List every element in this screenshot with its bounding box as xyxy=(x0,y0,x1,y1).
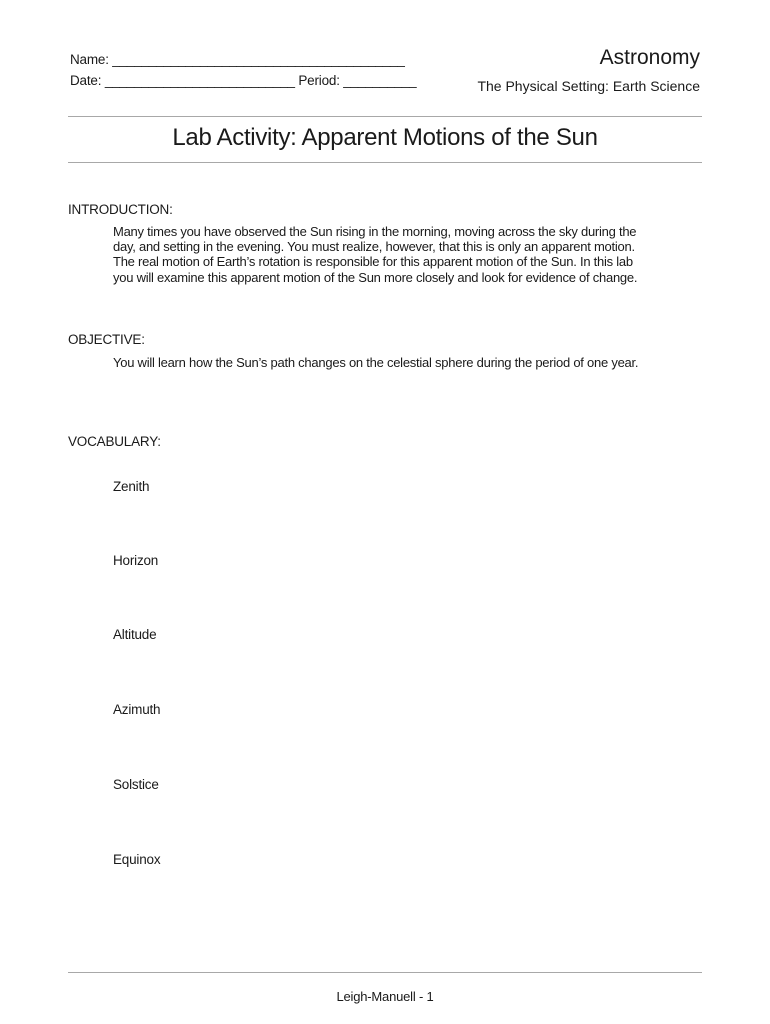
vocabulary-heading: VOCABULARY: xyxy=(68,434,161,449)
divider-top xyxy=(68,116,702,117)
introduction-line: Many times you have observed the Sun rising in the morning, moving across the sky during the xyxy=(113,224,637,239)
objective-text: You will learn how the Sun’s path changes on the celestial sphere during the period of one year. xyxy=(113,355,639,370)
introduction-line: day, and setting in the evening. You must realize, however, that this is only an apparent motion. xyxy=(113,239,635,255)
page-title: Lab Activity: Apparent Motions of the Sun xyxy=(172,124,598,151)
introduction-line: The real motion of Earth’s rotation is responsible for this apparent motion of the Sun. In this lab xyxy=(113,254,633,270)
vocab-term-horizon: Horizon xyxy=(113,553,159,568)
vocab-term-equinox: Equinox xyxy=(113,852,161,867)
objective-heading: OBJECTIVE: xyxy=(68,332,145,347)
vocab-term-solstice: Solstice xyxy=(113,777,159,792)
name-field[interactable]: Name: ________________________________________ xyxy=(70,52,405,67)
subject-heading: Astronomy xyxy=(599,46,700,69)
date-period-field[interactable]: Date: __________________________ Period: __________ xyxy=(70,73,417,88)
page-footer: Leigh-Manuell - 1 xyxy=(336,989,434,1004)
vocab-term-zenith: Zenith xyxy=(113,479,150,494)
introduction-paragraph xyxy=(113,224,637,285)
course-name: The Physical Setting: Earth Science xyxy=(477,78,700,94)
introduction-heading: INTRODUCTION: xyxy=(68,202,173,217)
vocab-term-azimuth: Azimuth xyxy=(113,702,161,717)
vocab-term-altitude: Altitude xyxy=(113,627,157,642)
footer-divider xyxy=(68,972,702,973)
divider-bottom xyxy=(68,162,702,163)
introduction-line: you will examine this apparent motion of the Sun more closely and look for evidence of change. xyxy=(113,269,638,285)
